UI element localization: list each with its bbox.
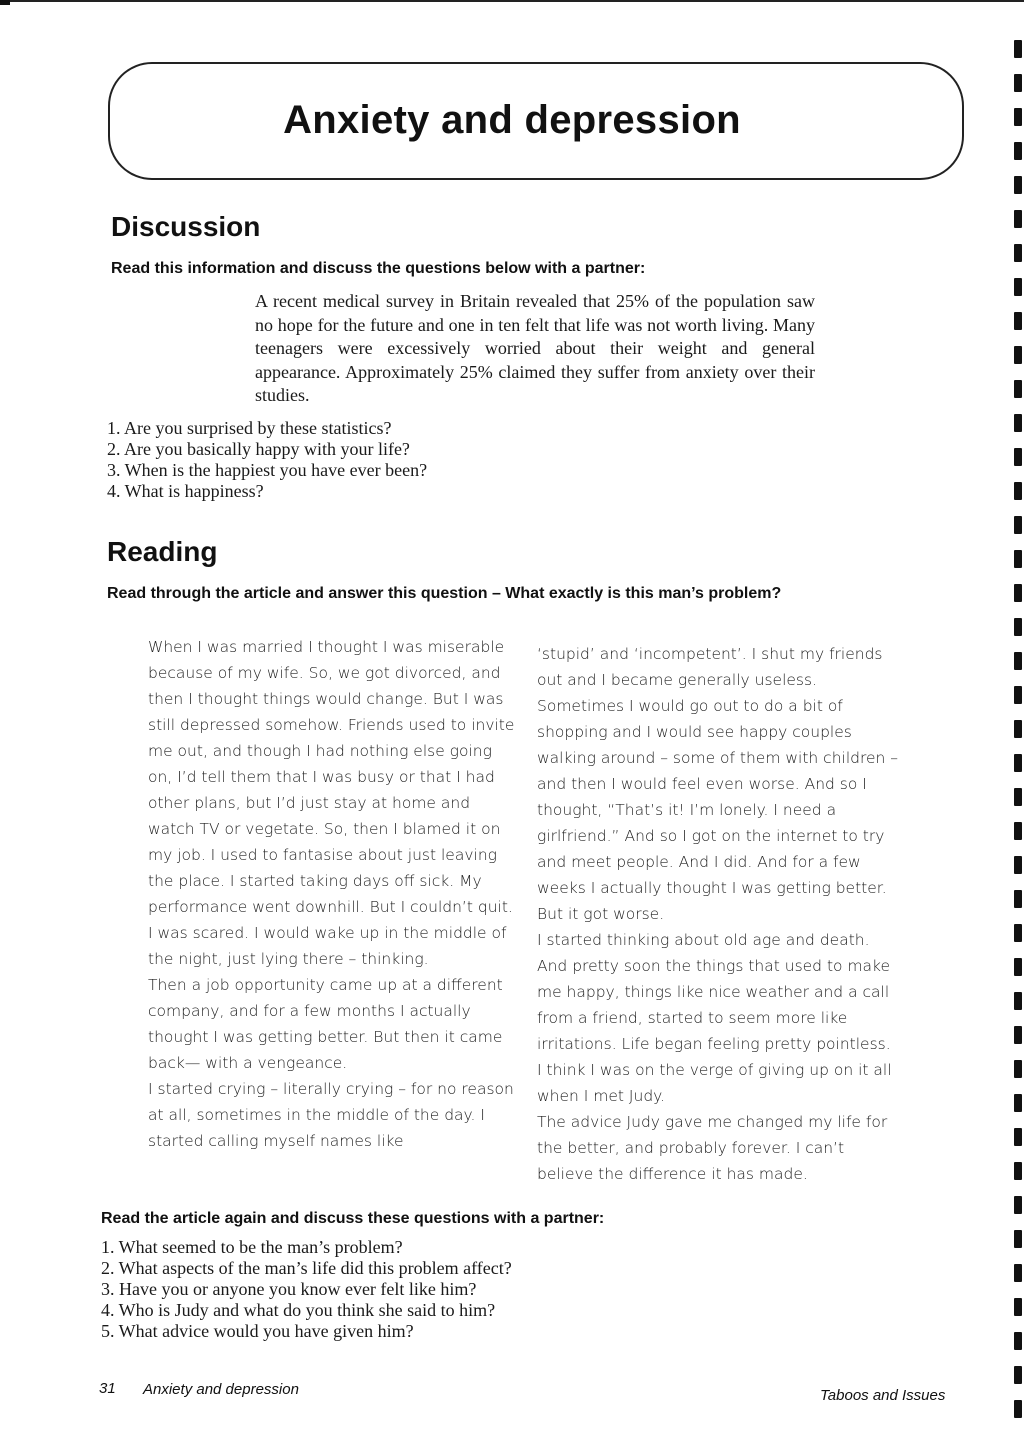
list-item: 1. What seemed to be the man’s problem? bbox=[101, 1237, 403, 1257]
binding-hole bbox=[1014, 142, 1022, 160]
binding-hole bbox=[1014, 278, 1022, 296]
reading-heading: Reading bbox=[107, 536, 218, 567]
binding-hole bbox=[1014, 992, 1022, 1010]
binding-hole bbox=[1014, 856, 1022, 874]
reading-questions bbox=[101, 1237, 512, 1342]
binding-hole bbox=[1014, 1162, 1022, 1180]
list-item: 4. Who is Judy and what do you think she said to him? bbox=[101, 1300, 496, 1320]
binding-hole bbox=[1014, 890, 1022, 908]
list-item: 5. What advice would you have given him? bbox=[101, 1321, 414, 1341]
binding-hole bbox=[1014, 516, 1022, 534]
list-item: 1. Are you surprised by these statistics? bbox=[107, 418, 392, 438]
reading-instruction: Read through the article and answer this question – What exactly is this man’s problem? bbox=[107, 585, 782, 602]
binding-hole bbox=[1014, 720, 1022, 738]
binding-hole bbox=[1014, 210, 1022, 228]
binding-hole bbox=[1014, 312, 1022, 330]
binding-hole bbox=[1014, 550, 1022, 568]
binding-hole bbox=[1014, 1094, 1022, 1112]
binding-hole bbox=[1014, 176, 1022, 194]
article-paragraph: ‘stupid’ and ‘incompetent’. I shut my friends out and I became generally useless. Sometimes I would go out to do a bit of shopping and I would see happy couples walking around – some of them with children – and then I would feel even worse. And so I thought, “That’s it! I’m lonely. I need a girlfriend.” And so I got on the internet to try and meet people. And I did. And for a few weeks I actually thought I was getting better. But it got worse. bbox=[537, 645, 899, 923]
discussion-heading: Discussion bbox=[111, 211, 261, 242]
binding-hole bbox=[1014, 652, 1022, 670]
binding-hole bbox=[1014, 346, 1022, 364]
list-item: 4. What is happiness? bbox=[107, 481, 264, 501]
binding-hole bbox=[1014, 482, 1022, 500]
binding-hole bbox=[1014, 1060, 1022, 1078]
binding-hole bbox=[1014, 1400, 1022, 1418]
binding-hole bbox=[1014, 1230, 1022, 1248]
reading-instruction-2: Read the article again and discuss these questions with a partner: bbox=[101, 1210, 605, 1227]
corner-mark bbox=[0, 0, 10, 5]
binding-hole bbox=[1014, 686, 1022, 704]
discussion-questions bbox=[107, 418, 427, 502]
discussion-instruction: Read this information and discuss the questions below with a partner: bbox=[111, 260, 646, 277]
survey-info: A recent medical survey in Britain revealed that 25% of the population saw no hope for the future and one in ten felt that life was not worth living. Many teenagers were excessively worried about their weight and general appearance. Approximately 25% claimed they suffer from anxiety over their studies. bbox=[255, 291, 815, 405]
list-item: 3. Have you or anyone you know ever felt like him? bbox=[101, 1279, 477, 1299]
binding-hole bbox=[1014, 924, 1022, 942]
list-item: 2. Are you basically happy with your life? bbox=[107, 439, 410, 459]
list-item: 3. When is the happiest you have ever been? bbox=[107, 460, 428, 480]
binding-hole bbox=[1014, 448, 1022, 466]
list-item: 2. What aspects of the man’s life did this problem affect? bbox=[101, 1258, 512, 1278]
binding-spine bbox=[1006, 40, 1024, 1440]
binding-hole bbox=[1014, 74, 1022, 92]
page-title: Anxiety and depression bbox=[283, 98, 741, 142]
article-paragraph: I started thinking about old age and death. And pretty soon the things that used to make me happy, things like nice weather and a call from a friend, started to seem more like irritations. Life began feeling pretty pointless. I think I was on the verge of giving up on it all when I met Judy. bbox=[537, 931, 892, 1105]
footer-chapter: Anxiety and depression bbox=[143, 1381, 299, 1398]
binding-hole bbox=[1014, 618, 1022, 636]
article-paragraph: Then a job opportunity came up at a different company, and for a few months I actually thought I was getting better. But then it came back— with a vengeance. bbox=[148, 976, 503, 1072]
binding-hole bbox=[1014, 1332, 1022, 1350]
binding-hole bbox=[1014, 958, 1022, 976]
article-paragraph: I started crying – literally crying – for no reason at all, sometimes in the middle of the day. I started calling myself names like bbox=[148, 1080, 514, 1150]
article-column-right bbox=[537, 641, 899, 1187]
binding-hole bbox=[1014, 414, 1022, 432]
binding-hole bbox=[1014, 1026, 1022, 1044]
binding-hole bbox=[1014, 788, 1022, 806]
binding-hole bbox=[1014, 1366, 1022, 1384]
binding-hole bbox=[1014, 1264, 1022, 1282]
binding-hole bbox=[1014, 1128, 1022, 1146]
article-paragraph: The advice Judy gave me changed my life for the better, and probably forever. I can’t believe the difference it has made. bbox=[537, 1113, 888, 1183]
article-column-left bbox=[148, 634, 518, 1154]
binding-hole bbox=[1014, 754, 1022, 772]
binding-hole bbox=[1014, 380, 1022, 398]
footer-book-title: Taboos and Issues bbox=[820, 1387, 946, 1404]
binding-hole bbox=[1014, 244, 1022, 262]
binding-hole bbox=[1014, 1196, 1022, 1214]
top-rule bbox=[0, 0, 1024, 2]
binding-hole bbox=[1014, 822, 1022, 840]
footer-page-number: 31 bbox=[99, 1380, 116, 1397]
binding-hole bbox=[1014, 40, 1022, 58]
binding-hole bbox=[1014, 584, 1022, 602]
article-paragraph: When I was married I thought I was miserable because of my wife. So, we got divorced, and then I thought things would change. But I was still depressed somehow. Friends used to invite me out, and though I had nothing else going on, I’d tell them that I was busy or that I had other plans, but I’d just stay at home and watch TV or vegetate. So, then I blamed it on my job. I used to fantasise about just leaving the place. I started taking days off sick. My performance went downhill. But I couldn’t quit. I was scared. I would wake up in the middle of the night, just lying there – thinking. bbox=[148, 638, 515, 968]
binding-hole bbox=[1014, 1298, 1022, 1316]
